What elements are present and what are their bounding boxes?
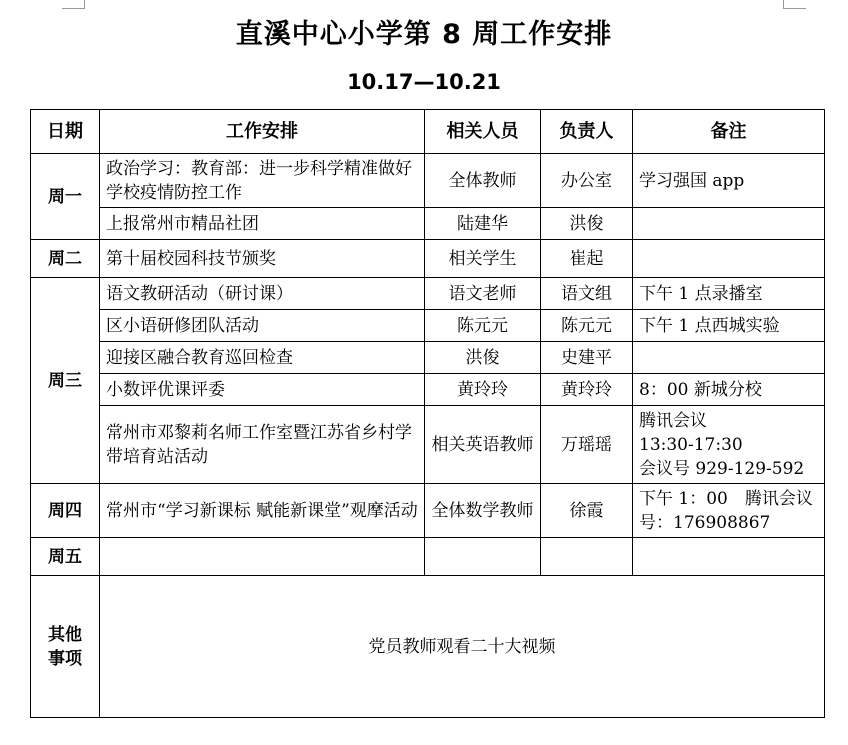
work-cell: 政治学习：教育部：进一步科学精准做好学校疫情防控工作 [100, 154, 425, 208]
note-cell [633, 406, 825, 484]
note-cell: 学习强国 app [633, 154, 825, 208]
owner-cell: 崔起 [541, 240, 633, 278]
people-cell: 全体教师 [425, 154, 541, 208]
table-row [31, 538, 825, 576]
other-matters-row [31, 576, 825, 718]
day-label-wed: 周三 [31, 278, 100, 484]
table-row [31, 484, 825, 538]
note-cell: 下午 1 点西城实验 [633, 310, 825, 342]
work-cell [100, 538, 425, 576]
other-label-line: 事项 [48, 648, 82, 669]
document-title: 直溪中心小学第 8 周工作安排 [235, 19, 613, 50]
owner-cell: 陈元元 [541, 310, 633, 342]
work-cell: 常州市“学习新课标 赋能新课堂”观摩活动 [100, 484, 425, 538]
day-label-fri: 周五 [31, 538, 100, 576]
note-cell [633, 208, 825, 240]
table-row [31, 240, 825, 278]
people-cell: 全体数学教师 [425, 484, 541, 538]
owner-cell: 语文组 [541, 278, 633, 310]
other-label-line: 其他 [48, 624, 82, 645]
owner-cell: 洪俊 [541, 208, 633, 240]
table-row [31, 374, 825, 406]
note-line: 腾讯会议 [639, 410, 707, 431]
header-work: 工作安排 [100, 110, 425, 154]
note-cell: 下午 1 点录播室 [633, 278, 825, 310]
other-matters-label [31, 576, 100, 718]
other-matters-content: 党员教师观看二十大视频 [100, 576, 825, 718]
people-cell [425, 538, 541, 576]
people-cell: 陈元元 [425, 310, 541, 342]
note-line: 会议号 929-129-592 [639, 458, 805, 479]
table-row [31, 406, 825, 484]
schedule-table [30, 109, 825, 718]
work-cell: 第十届校园科技节颁奖 [100, 240, 425, 278]
header-date: 日期 [31, 110, 100, 154]
note-cell: 8：00 新城分校 [633, 374, 825, 406]
day-label-thu: 周四 [31, 484, 100, 538]
people-cell: 黄玲玲 [425, 374, 541, 406]
table-row [31, 310, 825, 342]
table-row [31, 278, 825, 310]
people-cell: 洪俊 [425, 342, 541, 374]
table-row [31, 208, 825, 240]
owner-cell: 黄玲玲 [541, 374, 633, 406]
header-note: 备注 [633, 110, 825, 154]
header-owner: 负责人 [541, 110, 633, 154]
people-cell: 相关英语教师 [425, 406, 541, 484]
page-corner-mark-right [783, 0, 806, 9]
people-cell: 陆建华 [425, 208, 541, 240]
work-cell: 语文教研活动（研讨课） [100, 278, 425, 310]
day-label-mon: 周一 [31, 154, 100, 240]
people-cell: 相关学生 [425, 240, 541, 278]
header-people: 相关人员 [425, 110, 541, 154]
note-cell [633, 538, 825, 576]
work-cell: 迎接区融合教育巡回检查 [100, 342, 425, 374]
note-cell: 下午 1：00 腾讯会议号：176908867 [633, 484, 825, 538]
owner-cell [541, 538, 633, 576]
work-cell: 区小语研修团队活动 [100, 310, 425, 342]
page-corner-mark-left [62, 0, 85, 9]
date-range: 10.17—10.21 [347, 70, 501, 94]
note-line: 13:30-17:30 [639, 434, 743, 455]
owner-cell: 史建平 [541, 342, 633, 374]
table-row [31, 342, 825, 374]
note-cell [633, 240, 825, 278]
work-cell: 上报常州市精品社团 [100, 208, 425, 240]
day-label-tue: 周二 [31, 240, 100, 278]
owner-cell: 办公室 [541, 154, 633, 208]
owner-cell: 徐霞 [541, 484, 633, 538]
work-cell: 小数评优课评委 [100, 374, 425, 406]
work-cell: 常州市邓黎莉名师工作室暨江苏省乡村学带培育站活动 [100, 406, 425, 484]
people-cell: 语文老师 [425, 278, 541, 310]
table-row [31, 154, 825, 208]
note-cell [633, 342, 825, 374]
owner-cell: 万瑶瑶 [541, 406, 633, 484]
header-row [31, 110, 825, 154]
